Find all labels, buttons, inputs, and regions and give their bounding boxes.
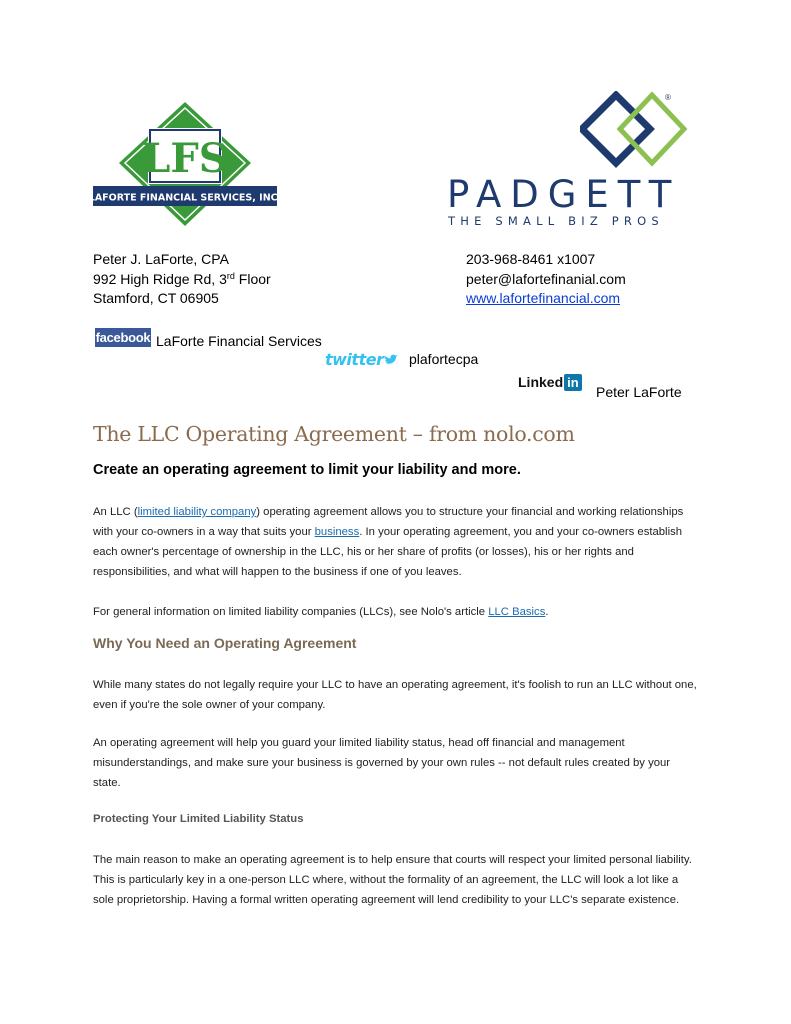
lfs-logo xyxy=(93,100,277,230)
subsection-heading: Protecting Your Limited Liability Status xyxy=(93,813,304,825)
registered-mark: ® xyxy=(665,93,671,102)
paragraph-agreement: An operating agreement will help you guard your limited liability status, head off financial and management misunderstandings, and make sure your business is governed by your own rules -- not default rules created by your state. xyxy=(93,737,671,789)
general-info-paragraph: For general information on limited liability companies (LLCs), see Nolo's article LLC Basics. xyxy=(93,606,549,618)
padgett-diamonds-icon xyxy=(580,91,690,171)
contact-email: peter@lafortefinanial.com xyxy=(466,270,626,287)
twitter-icon[interactable]: twitter xyxy=(325,350,398,369)
facebook-text: LaForte Financial Services xyxy=(156,333,322,349)
contact-city: Stamford, CT 06905 xyxy=(93,290,219,306)
paragraph-liability: The main reason to make an operating agreement is to help ensure that courts will respect your limited personal liability. This is particularly key in a one-person LLC where, without the formality of an agreement, the LLC will look a lot like a sole proprietorship. Having a formal written operating agreement will lend credibility to your LLC's separate existence. xyxy=(93,854,692,906)
section-heading: Why You Need an Operating Agreement xyxy=(93,635,357,651)
linkedin-text: Peter LaForte xyxy=(596,384,682,400)
padgett-tagline: THE SMALL BIZ PROS xyxy=(448,214,664,228)
paragraph-states: While many states do not legally require your LLC to have an operating agreement, it's foolish to run an LLC without one, even if you're the sole owner of your company. xyxy=(93,679,697,711)
intro-paragraph: An LLC (limited liability company) operating agreement allows you to structure your financial and working relationships with your co-owners in a way that suits your business. In your operating agreement, you and your co-owners establish each owner's percentage of ownership in the LLC, his or her share of profits (or losses), his or her rights and responsibilities, and what will happen to the business if one of you leaves. xyxy=(93,506,684,578)
contact-name: Peter J. LaForte, CPA xyxy=(93,251,229,267)
contact-left xyxy=(93,250,271,309)
llc-basics-link[interactable]: LLC Basics xyxy=(488,606,546,618)
twitter-text: plafortecpa xyxy=(409,351,479,367)
padgett-wordmark: PADGETT xyxy=(447,173,681,216)
article-subtitle: Create an operating agreement to limit your liability and more. xyxy=(93,462,521,478)
article-title: The LLC Operating Agreement – from nolo.com xyxy=(93,422,575,446)
padgett-logo xyxy=(444,91,688,231)
lfs-initials: LFS xyxy=(142,135,228,182)
lfs-name: LAFORTE FINANCIAL SERVICES, INC. xyxy=(93,192,277,204)
contact-right xyxy=(466,250,626,309)
business-link[interactable]: business xyxy=(314,526,360,538)
facebook-icon[interactable]: facebook xyxy=(95,330,151,345)
contact-address: 992 High Ridge Rd, 3rd Floor xyxy=(93,270,271,287)
website-link[interactable]: www.lafortefinancial.com xyxy=(466,290,621,306)
contact-phone: 203-968-8461 x1007 xyxy=(466,251,596,267)
linkedin-icon[interactable]: Linked in xyxy=(518,374,582,391)
llc-link[interactable]: limited liability company xyxy=(137,506,257,518)
